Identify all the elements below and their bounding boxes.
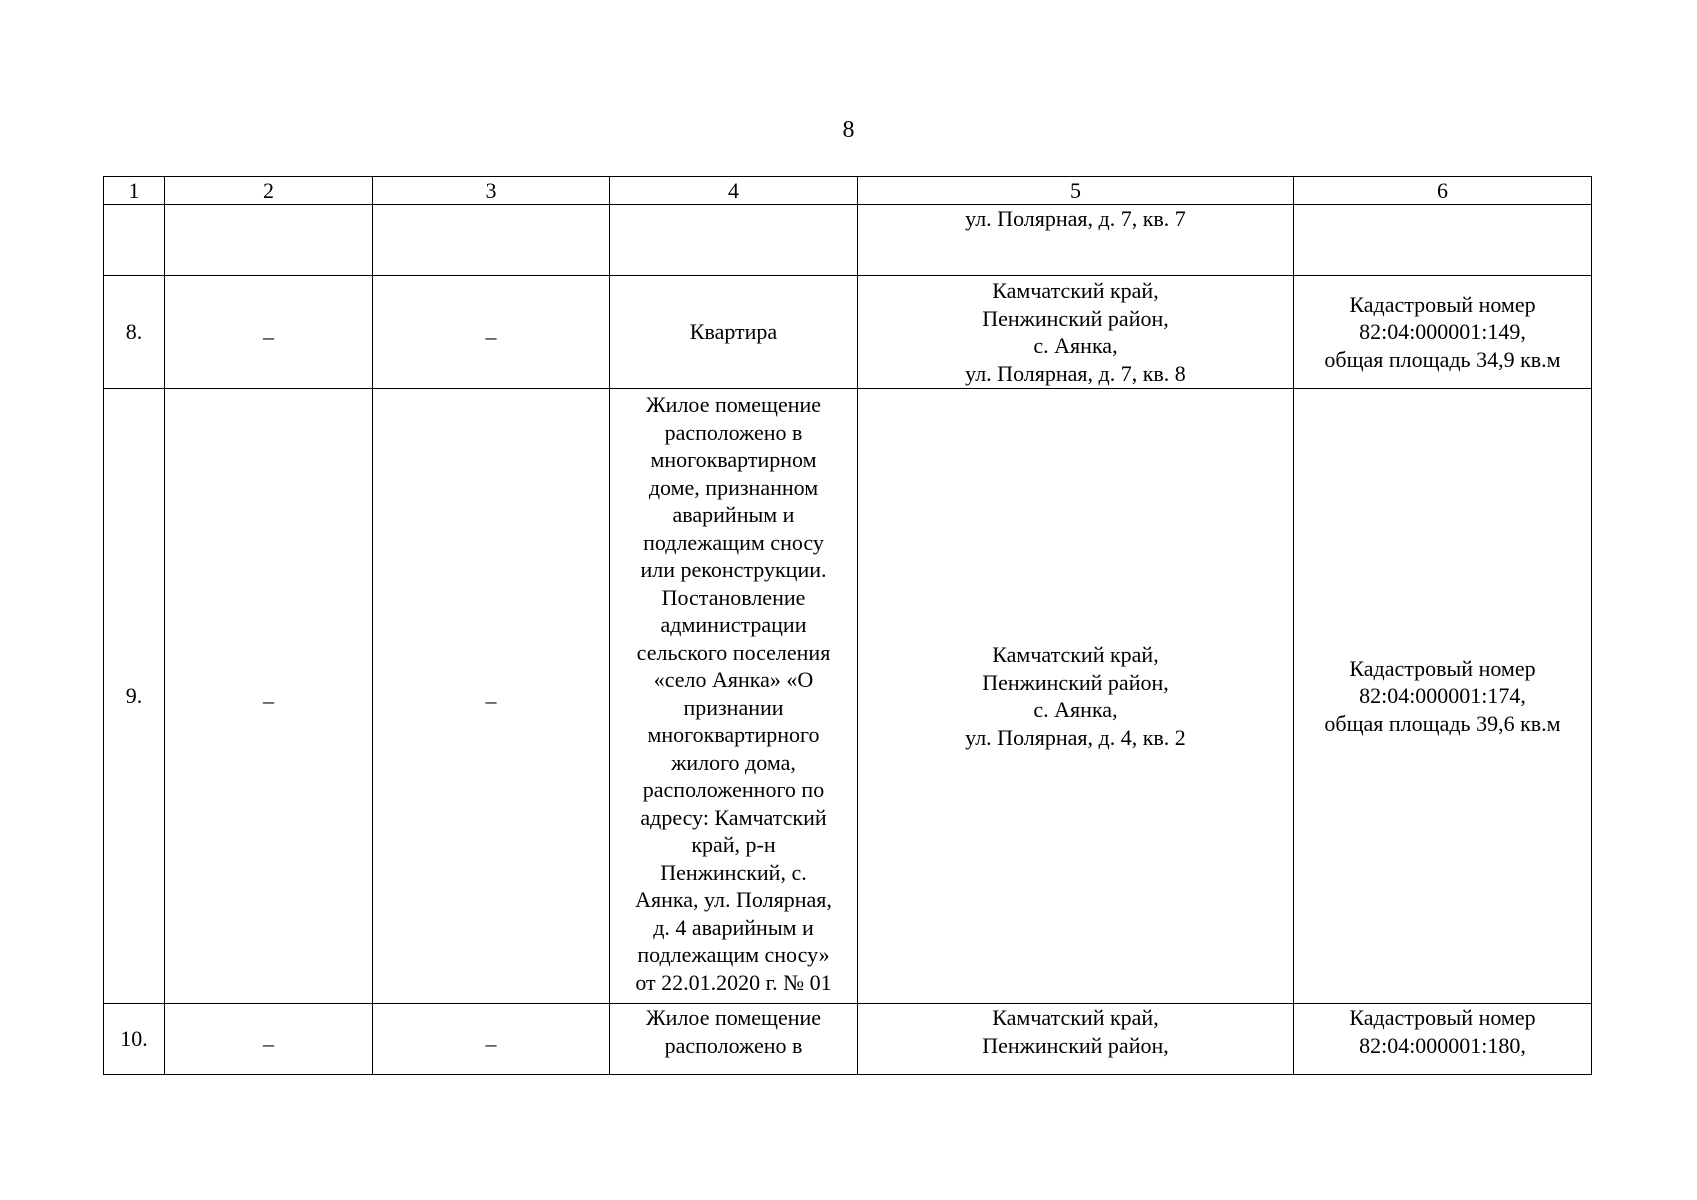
cell-line: Жилое помещение bbox=[645, 1005, 822, 1030]
cell-line: расположенного по bbox=[642, 777, 825, 802]
cell-line: адресу: Камчатский bbox=[640, 804, 827, 830]
cell-col2: – bbox=[263, 1031, 274, 1057]
cell-cadastral bbox=[1294, 205, 1592, 276]
cell-line: ул. Полярная, д. 7, кв. 8 bbox=[965, 360, 1186, 386]
cell-address bbox=[858, 389, 1294, 1004]
cell-line: Пенжинский, с. bbox=[660, 859, 807, 885]
header-row bbox=[104, 177, 1592, 205]
row-number: 8. bbox=[104, 276, 165, 389]
cell-line: подлежащим сносу» bbox=[637, 942, 830, 967]
cell-line: Камчатский край, bbox=[992, 1005, 1159, 1030]
cell-line: Пенжинский район, bbox=[982, 669, 1169, 695]
cell-line: Кадастровый номер bbox=[1349, 291, 1536, 317]
cell-description bbox=[610, 1004, 858, 1075]
cell-line: расположено в bbox=[664, 419, 803, 445]
cell-line: с. Аянка, bbox=[1033, 697, 1118, 722]
cell-line: Камчатский край, bbox=[992, 642, 1159, 667]
header-cell-5: 5 bbox=[858, 177, 1294, 205]
cell-line: 82:04:000001:174, bbox=[1359, 683, 1526, 709]
cell-line: Жилое помещение bbox=[645, 392, 822, 417]
cell-line: многоквартирном bbox=[650, 447, 817, 472]
cell-line: д. 4 аварийным и bbox=[653, 914, 814, 940]
cell-line: от 22.01.2020 г. № 01 bbox=[635, 969, 832, 995]
cell-line: подлежащим сносу bbox=[643, 529, 824, 555]
cell-line: ул. Полярная, д. 4, кв. 2 bbox=[965, 724, 1186, 750]
cell-line: Пенжинский район, bbox=[982, 305, 1169, 331]
cell-line: общая площадь 39,6 кв.м bbox=[1324, 710, 1561, 736]
cell-line: 82:04:000001:149, bbox=[1359, 319, 1526, 345]
cell-line: Камчатский край, bbox=[992, 278, 1159, 303]
cell-line: жилого дома, bbox=[671, 749, 796, 775]
cell-line: сельского поселения bbox=[636, 639, 831, 665]
table-row bbox=[104, 205, 1592, 276]
cell-address bbox=[858, 276, 1294, 389]
cell-cadastral bbox=[1294, 1004, 1592, 1075]
cell-line: ул. Полярная, д. 7, кв. 7 bbox=[965, 206, 1186, 231]
header-cell-2: 2 bbox=[165, 177, 373, 205]
cell-description bbox=[610, 276, 858, 389]
cell-line: Аянка, ул. Полярная, bbox=[635, 887, 832, 912]
cell-line: многоквартирного bbox=[647, 722, 820, 747]
cell-line: Постановление bbox=[661, 584, 806, 610]
table-row bbox=[104, 276, 1592, 389]
page-number: 8 bbox=[842, 117, 855, 143]
cell-col2: – bbox=[263, 324, 274, 350]
cell-col3: – bbox=[485, 324, 497, 350]
cell-line: администрации bbox=[660, 612, 807, 637]
cell-line: Квартира bbox=[689, 319, 778, 345]
header-cell-3: 3 bbox=[373, 177, 610, 205]
cell-line: расположено в bbox=[664, 1032, 803, 1058]
table-row bbox=[104, 389, 1592, 1004]
cell-line: край, р-н bbox=[691, 832, 776, 857]
header-cell-6: 6 bbox=[1294, 177, 1592, 205]
cell-address bbox=[858, 205, 1294, 276]
cell-line: с. Аянка, bbox=[1033, 333, 1118, 358]
cell-cadastral bbox=[1294, 389, 1592, 1004]
cell-line: «село Аянка» «О bbox=[653, 667, 814, 692]
row-number bbox=[104, 205, 165, 276]
cell-line: общая площадь 34,9 кв.м bbox=[1324, 346, 1561, 372]
cell-line: Кадастровый номер bbox=[1349, 655, 1536, 681]
cell-line: Пенжинский район, bbox=[982, 1032, 1169, 1058]
cell-line: Кадастровый номер bbox=[1349, 1005, 1536, 1030]
row-number: 9. bbox=[104, 389, 165, 1004]
cell-line: аварийным и bbox=[672, 502, 795, 527]
cell-col2: – bbox=[263, 688, 274, 714]
cell-line: признании bbox=[683, 694, 784, 720]
cell-col2 bbox=[165, 205, 373, 276]
cell-line: или реконструкции. bbox=[640, 557, 827, 582]
cell-address bbox=[858, 1004, 1294, 1075]
header-cell-1: 1 bbox=[104, 177, 165, 205]
cell-description bbox=[610, 389, 858, 1004]
table-row bbox=[104, 1004, 1592, 1075]
header-cell-4: 4 bbox=[610, 177, 858, 205]
cell-col3 bbox=[373, 205, 610, 276]
cell-line: 82:04:000001:180, bbox=[1359, 1032, 1526, 1058]
cell-col3: – bbox=[485, 688, 497, 714]
property-table bbox=[103, 176, 1592, 1075]
cell-description bbox=[610, 205, 858, 276]
cell-cadastral bbox=[1294, 276, 1592, 389]
cell-line: доме, признанном bbox=[648, 474, 819, 500]
cell-col3: – bbox=[485, 1031, 497, 1057]
row-number: 10. bbox=[104, 1004, 165, 1075]
